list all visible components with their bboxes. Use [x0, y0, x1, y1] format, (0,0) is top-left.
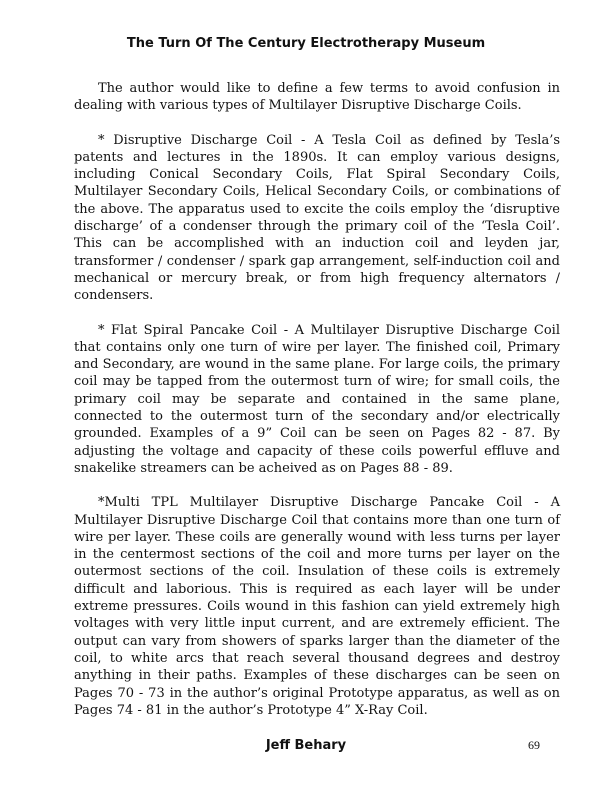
page-header-title: The Turn Of The Century Electrotherapy Museum: [126, 36, 486, 51]
body-text: [74, 80, 560, 736]
footer-author: Jeff Behary: [265, 738, 347, 753]
paragraph-intro: The author would like to define a few terms to avoid confusion in dealing with various types of Multilayer Disruptive Discharge Coils.: [74, 81, 560, 114]
paragraph-disruptive-discharge-coil: * Disruptive Discharge Coil - A Tesla Coil as defined by Tesla’s patents and lectures in the 1890s. It can employ various designs, including Conical Secondary Coils, Flat Spiral Secondary Coils, Multilayer Secondary Coils, Helical Secondary Coils, or combinations of the above. The apparatus used to excite the coils employ the ‘disruptive discharge’ of a condenser through the primary coil of the ‘Tesla Coil’. This can be accomplished with an induction coil and leyden jar, transformer / condenser / spark gap arrangement, self-induction coil and mechanical or mercury break, or from high frequency alternators / condensers.: [74, 132, 560, 304]
page-number: 69: [528, 738, 540, 752]
paragraph-multi-tpl-pancake-coil: *Multi TPL Multilayer Disruptive Discharge Pancake Coil - A Multilayer Disruptive Discharge Coil that contains more than one turn of wire per layer. These coils are generally wound with less turns per layer in the centermost sections of the coil and more turns per layer on the outermost sections of the coil. Insulation of these coils is extremely difficult and laborious. This is required as each layer will be under extreme pressures. Coils wound in this fashion can yield extremely high voltages with very little input current, and are extremely efficient. The output can vary from showers of sparks larger than the diameter of the coil, to white arcs that reach several thousand degrees and destroy anything in their paths. Examples of these discharges can be seen on Pages 70 - 73 in the author’s original Prototype apparatus, as well as on Pages 74 - 81 in the author’s Prototype 4” X-Ray Coil.: [74, 495, 560, 718]
paragraph-flat-spiral-pancake-coil: * Flat Spiral Pancake Coil - A Multilayer Disruptive Discharge Coil that contains only one turn of wire per layer. The finished coil, Primary and Secondary, are wound in the same plane. For large coils, the primary coil may be tapped from the outermost turn of wire; for small coils, the primary coil may be separate and contained in the same plane, connected to the outermost turn of the secondary and/or electrically grounded. Examples of a 9” Coil can be seen on Pages 82 - 87. By adjusting the voltage and capacity of these coils powerful effluve and snakelike streamers can be acheived as on Pages 88 - 89.: [74, 322, 560, 476]
